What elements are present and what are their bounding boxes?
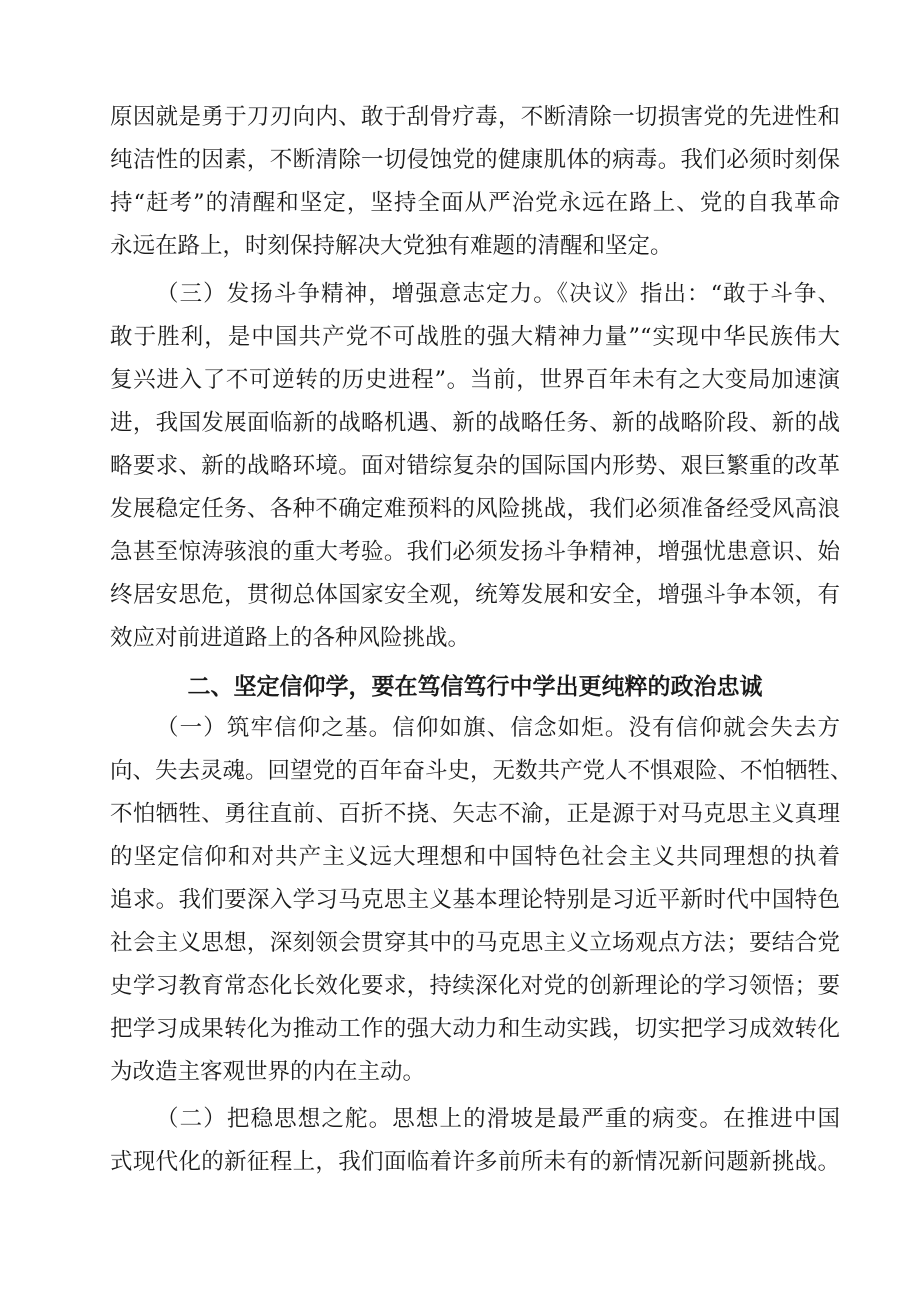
text-line: 史学习教育常态化长效化要求，持续深化对党的创新理论的学习领悟；要	[110, 973, 840, 999]
text-line: 向、失去灵魂。回望党的百年奋斗史，无数共产党人不惧艰险、不怕牺牲、	[110, 758, 853, 784]
paragraph-start-line: （一）筑牢信仰之基。信仰如旗、信念如炬。没有信仰就会失去方	[156, 715, 840, 741]
text-line: 急甚至惊涛骇浪的重大考验。我们必须发扬斗争精神，增强忧患意识、始	[110, 539, 840, 565]
text-line: 把学习成果转化为推动工作的强大动力和生动实践，切实把学习成效转化	[110, 1016, 840, 1042]
paragraph-start-line: （三）发扬斗争精神，增强意志定力。《决议》指出：“敢于斗争、	[156, 281, 840, 307]
text-line: 进，我国发展面临新的战略机遇、新的战略任务、新的战略阶段、新的战	[110, 410, 840, 436]
text-line: 为改造主客观世界的内在主动。	[110, 1059, 426, 1085]
text-line: 社会主义思想，深刻领会贯穿其中的马克思主义立场观点方法；要结合党	[110, 930, 840, 956]
text-line: 原因就是勇于刀刃向内、敢于刮骨疗毒，不断清除一切损害党的先进性和	[110, 104, 840, 130]
text-line: 持“赶考”的清醒和坚定，坚持全面从严治党永远在路上、党的自我革命	[110, 190, 840, 216]
text-line: 纯洁性的因素，不断清除一切侵蚀党的健康肌体的病毒。我们必须时刻保	[110, 147, 840, 173]
text-line: 式现代化的新征程上，我们面临着许多前所未有的新情况新问题新挑战。	[110, 1149, 840, 1175]
text-line: 发展稳定任务、各种不确定难预料的风险挑战，我们必须准备经受风高浪	[110, 496, 840, 522]
text-line: 略要求、新的战略环境。面对错综复杂的国际国内形势、艰巨繁重的改革	[110, 453, 840, 479]
text-line: 终居安思危，贯彻总体国家安全观，统筹发展和安全，增强斗争本领，有	[110, 582, 840, 608]
text-line: 效应对前进道路上的各种风险挑战。	[110, 625, 471, 651]
text-line: 敢于胜利，是中国共产党不可战胜的强大精神力量”“实现中华民族伟大	[110, 324, 840, 350]
text-line: 永远在路上，时刻保持解决大党独有难题的清醒和坚定。	[110, 233, 673, 259]
text-line: 追求。我们要深入学习马克思主义基本理论特别是习近平新时代中国特色	[110, 887, 840, 913]
text-line: 的坚定信仰和对共产主义远大理想和中国特色社会主义共同理想的执着	[110, 844, 840, 870]
paragraph-start-line: （二）把稳思想之舵。思想上的滑坡是最严重的病变。在推进中国	[156, 1106, 840, 1132]
text-line: 复兴进入了不可逆转的历史进程”。当前，世界百年未有之大变局加速演	[110, 367, 840, 393]
section-heading: 二、坚定信仰学，要在笃信笃行中学出更纯粹的政治忠诚	[187, 674, 763, 700]
text-line: 不怕牺牲、勇往直前、百折不挠、矢志不渝，正是源于对马克思主义真理	[110, 801, 840, 827]
